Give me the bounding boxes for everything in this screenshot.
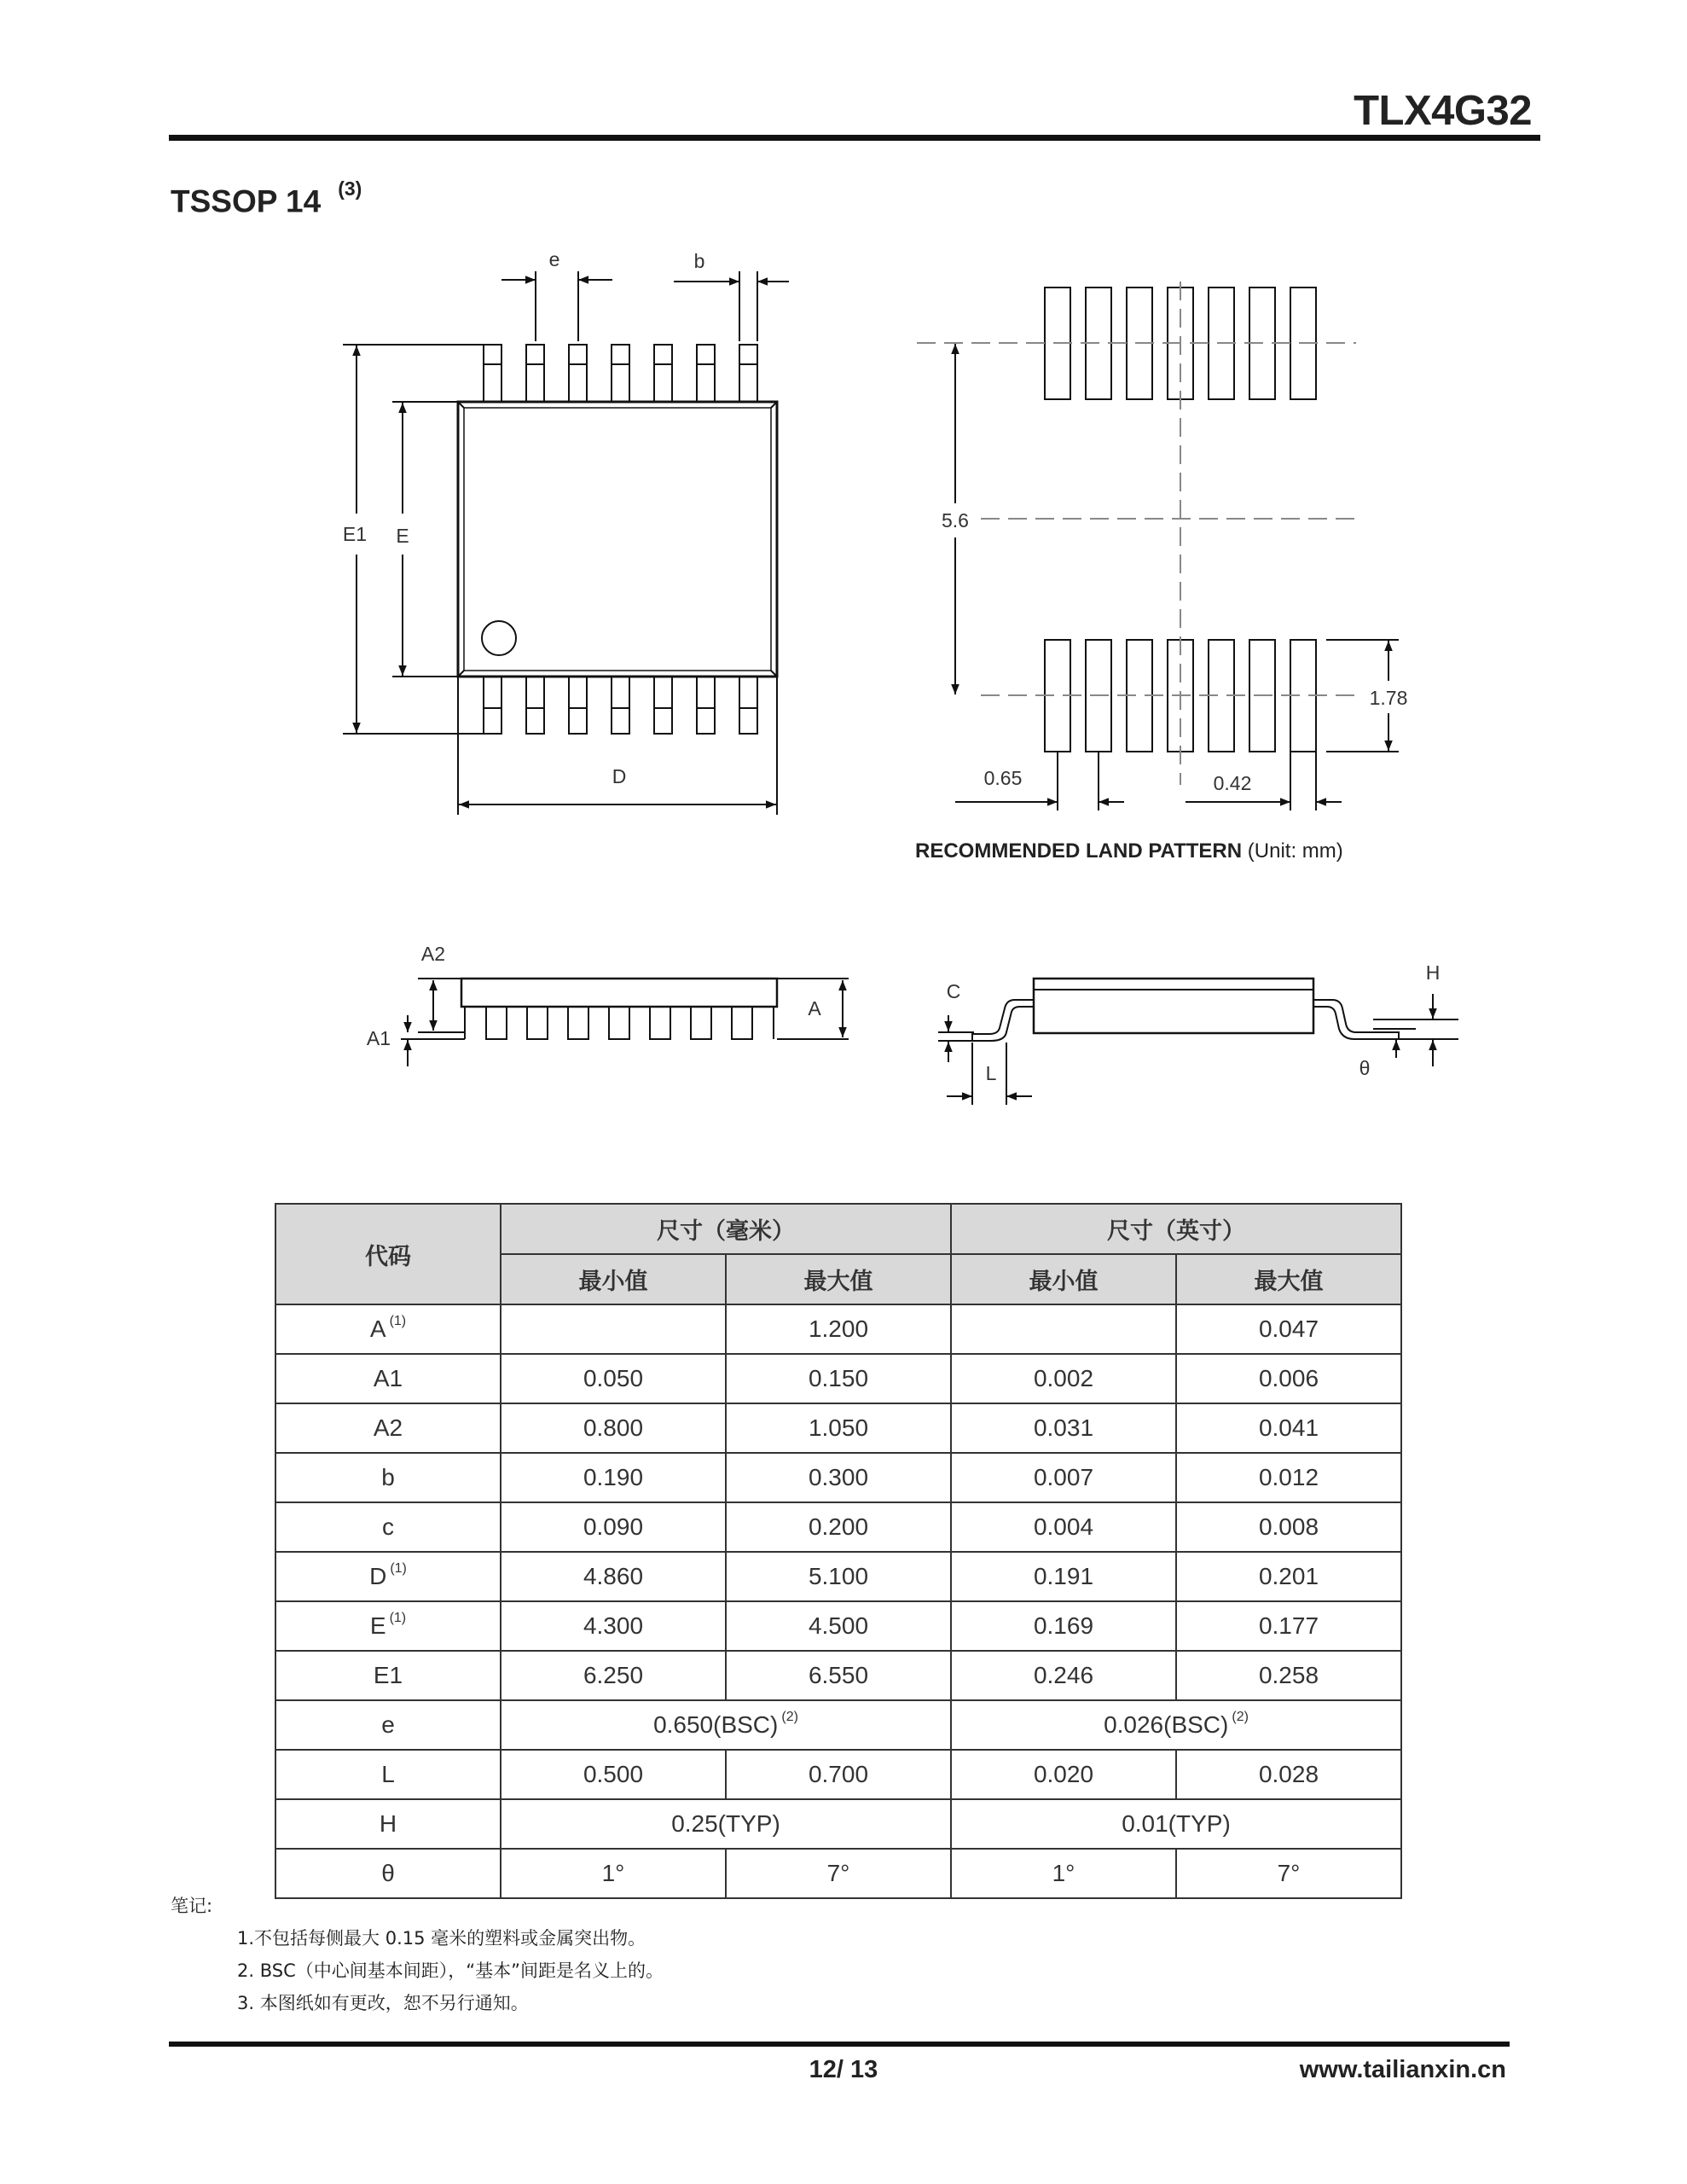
- cell-mm-min: 0.800: [501, 1403, 726, 1453]
- page-number: 12/ 13: [809, 2056, 878, 2083]
- label-H: H: [1425, 961, 1441, 984]
- cell-mm-max: 5.100: [726, 1552, 951, 1601]
- note-item: 2. BSC（中心间基本间距），“基本”间距是名义上的。: [237, 1960, 664, 1981]
- cell-code: A2: [275, 1403, 501, 1453]
- cell-mm-min: 4.860: [501, 1552, 726, 1601]
- cell-mm-max: 0.700: [726, 1750, 951, 1799]
- section-title: TSSOP 14: [171, 183, 322, 219]
- cell-in-merged: 0.01(TYP): [951, 1799, 1401, 1849]
- table-row: [275, 1651, 1401, 1700]
- side-view: [938, 979, 1458, 1105]
- table-row: [275, 1601, 1401, 1651]
- header-mm-group: 尺寸（毫米）: [501, 1204, 951, 1254]
- bottom-pins: [484, 677, 757, 734]
- cell-code: D $^{(1)}$: [275, 1552, 501, 1601]
- cell-in-min: 0.020: [951, 1750, 1176, 1799]
- table-row: [275, 1453, 1401, 1502]
- cell-mm-max: 7°: [726, 1849, 951, 1898]
- label-D: D: [612, 765, 627, 787]
- notes-title: 笔记:: [171, 1896, 213, 1916]
- cell-mm-max: 0.150: [726, 1354, 951, 1403]
- cell-in-max: 7°: [1176, 1849, 1401, 1898]
- cell-mm-max: 1.200: [726, 1304, 951, 1354]
- cell-code: E1: [275, 1651, 501, 1700]
- header-in-max: 最大值: [1176, 1254, 1401, 1304]
- table-row: [275, 1552, 1401, 1601]
- table-row: [275, 1403, 1401, 1453]
- cell-mm-min: 1°: [501, 1849, 726, 1898]
- table-row: [275, 1799, 1401, 1849]
- label-e: e: [548, 248, 560, 270]
- dimensions-table: [275, 1203, 1402, 1899]
- front-view: [401, 979, 849, 1066]
- label-A1: A1: [366, 1027, 391, 1049]
- table-row: [275, 1750, 1401, 1799]
- cell-mm-max: 4.500: [726, 1601, 951, 1651]
- table-row: [275, 1502, 1401, 1552]
- cell-in-max: 0.028: [1176, 1750, 1401, 1799]
- header-in-min: 最小值: [951, 1254, 1176, 1304]
- cell-mm-merged: 0.650(BSC) $^{(2)}$: [501, 1700, 951, 1750]
- label-0-65: 0.65: [983, 767, 1023, 789]
- cell-in-merged: 0.026(BSC) $^{(2)}$: [951, 1700, 1401, 1750]
- top-view: [343, 271, 789, 815]
- cell-in-max: 0.041: [1176, 1403, 1401, 1453]
- cell-in-min: 0.002: [951, 1354, 1176, 1403]
- cell-in-min: 0.031: [951, 1403, 1176, 1453]
- land-pattern-caption-bold: RECOMMENDED LAND PATTERN: [915, 839, 1243, 863]
- website-link[interactable]: www.tailianxin.cn: [1299, 2056, 1506, 2083]
- cell-code: c: [275, 1502, 501, 1552]
- cell-mm-min: [501, 1304, 726, 1354]
- cell-mm-min: 0.050: [501, 1354, 726, 1403]
- cell-mm-max: 1.050: [726, 1403, 951, 1453]
- cell-code: E $^{(1)}$: [275, 1601, 501, 1651]
- cell-code: L: [275, 1750, 501, 1799]
- label-theta: θ: [1359, 1057, 1371, 1079]
- cell-mm-max: 6.550: [726, 1651, 951, 1700]
- notes: [171, 1892, 664, 2015]
- cell-mm-merged: 0.25(TYP): [501, 1799, 951, 1849]
- cell-code: A1: [275, 1354, 501, 1403]
- note-item: 3. 本图纸如有更改，恕不另行通知。: [237, 1993, 529, 2013]
- cell-in-min: 1°: [951, 1849, 1176, 1898]
- label-E1: E1: [342, 523, 368, 545]
- cell-in-max: 0.201: [1176, 1552, 1401, 1601]
- cell-in-max: 0.047: [1176, 1304, 1401, 1354]
- cell-mm-min: 0.190: [501, 1453, 726, 1502]
- cell-in-min: [951, 1304, 1176, 1354]
- cell-in-min: 0.007: [951, 1453, 1176, 1502]
- cell-in-min: 0.169: [951, 1601, 1176, 1651]
- cell-in-max: 0.008: [1176, 1502, 1401, 1552]
- cell-mm-min: 6.250: [501, 1651, 726, 1700]
- header-inch-group: 尺寸（英寸）: [951, 1204, 1401, 1254]
- cell-code: e: [275, 1700, 501, 1750]
- cell-in-max: 0.177: [1176, 1601, 1401, 1651]
- label-A2: A2: [420, 943, 446, 965]
- cell-code: b: [275, 1453, 501, 1502]
- cell-mm-max: 0.200: [726, 1502, 951, 1552]
- cell-mm-min: 0.500: [501, 1750, 726, 1799]
- land-pattern-caption: [915, 839, 1343, 863]
- header-mm-max: 最大值: [726, 1254, 951, 1304]
- cell-mm-min: 0.090: [501, 1502, 726, 1552]
- footer-rule: [169, 2042, 1510, 2047]
- cell-mm-max: 0.300: [726, 1453, 951, 1502]
- cell-in-max: 0.006: [1176, 1354, 1401, 1403]
- cell-in-max: 0.012: [1176, 1453, 1401, 1502]
- top-pins: [484, 345, 757, 402]
- label-5-6: 5.6: [942, 509, 969, 531]
- cell-code: H: [275, 1799, 501, 1849]
- cell-code: θ: [275, 1849, 501, 1898]
- cell-in-max: 0.258: [1176, 1651, 1401, 1700]
- table-row: [275, 1354, 1401, 1403]
- section-note-ref: (3): [338, 177, 362, 200]
- land-pattern: [917, 282, 1399, 810]
- label-L: L: [985, 1062, 997, 1084]
- note-item: 1.不包括每侧最大 0.15 毫米的塑料或金属突出物。: [237, 1928, 646, 1949]
- header-code: 代码: [275, 1204, 501, 1304]
- cell-code: A $^{(1)}$: [275, 1304, 501, 1354]
- table-row: [275, 1700, 1401, 1750]
- front-pins: [486, 1007, 752, 1039]
- table-row: [275, 1304, 1401, 1354]
- cell-in-min: 0.246: [951, 1651, 1176, 1700]
- cell-in-min: 0.191: [951, 1552, 1176, 1601]
- label-E: E: [396, 525, 409, 547]
- pin1-marker-icon: [482, 621, 516, 655]
- label-1-78: 1.78: [1369, 687, 1408, 709]
- header-mm-min: 最小值: [501, 1254, 726, 1304]
- document-title: TLX4G32: [1354, 88, 1532, 134]
- land-pattern-caption-unit: (Unit: mm): [1242, 839, 1343, 863]
- label-C: C: [946, 980, 961, 1002]
- label-b: b: [693, 250, 705, 272]
- cell-in-min: 0.004: [951, 1502, 1176, 1552]
- label-A: A: [808, 997, 821, 1019]
- cell-mm-min: 4.300: [501, 1601, 726, 1651]
- table-row: [275, 1849, 1401, 1898]
- label-0-42: 0.42: [1213, 772, 1252, 794]
